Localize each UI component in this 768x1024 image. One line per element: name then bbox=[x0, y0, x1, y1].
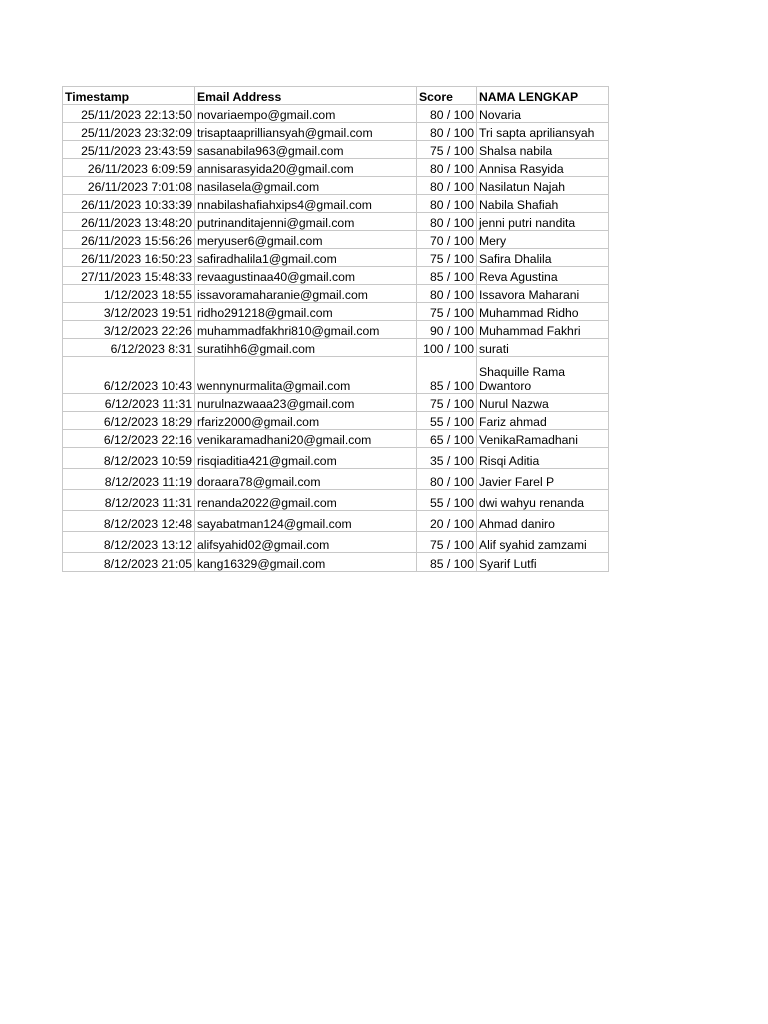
cell-timestamp: 3/12/2023 22:26 bbox=[63, 321, 195, 339]
cell-timestamp: 26/11/2023 6:09:59 bbox=[63, 159, 195, 177]
cell-score: 80 / 100 bbox=[417, 195, 477, 213]
header-row bbox=[63, 87, 609, 105]
cell-email: nnabilashafiahxips4@gmail.com bbox=[195, 195, 417, 213]
cell-email: sasanabila963@gmail.com bbox=[195, 141, 417, 159]
cell-email: venikaramadhani20@gmail.com bbox=[195, 430, 417, 448]
cell-timestamp: 8/12/2023 21:05 bbox=[63, 553, 195, 572]
cell-timestamp: 26/11/2023 10:33:39 bbox=[63, 195, 195, 213]
cell-timestamp: 8/12/2023 12:48 bbox=[63, 511, 195, 532]
table-row bbox=[63, 490, 609, 511]
cell-email: kang16329@gmail.com bbox=[195, 553, 417, 572]
cell-name: Safira Dhalila bbox=[477, 249, 609, 267]
cell-score: 80 / 100 bbox=[417, 159, 477, 177]
table-row bbox=[63, 141, 609, 159]
table-row bbox=[63, 357, 609, 394]
cell-timestamp: 25/11/2023 23:43:59 bbox=[63, 141, 195, 159]
table-row bbox=[63, 123, 609, 141]
cell-email: nurulnazwaaa23@gmail.com bbox=[195, 394, 417, 412]
cell-score: 85 / 100 bbox=[417, 267, 477, 285]
cell-timestamp: 8/12/2023 13:12 bbox=[63, 532, 195, 553]
cell-score: 35 / 100 bbox=[417, 448, 477, 469]
cell-name: Syarif Lutfi bbox=[477, 553, 609, 572]
cell-name: dwi wahyu renanda bbox=[477, 490, 609, 511]
cell-email: safiradhalila1@gmail.com bbox=[195, 249, 417, 267]
cell-name: VenikaRamadhani bbox=[477, 430, 609, 448]
table-row bbox=[63, 339, 609, 357]
cell-email: annisarasyida20@gmail.com bbox=[195, 159, 417, 177]
cell-score: 90 / 100 bbox=[417, 321, 477, 339]
cell-timestamp: 8/12/2023 11:31 bbox=[63, 490, 195, 511]
cell-score: 70 / 100 bbox=[417, 231, 477, 249]
cell-email: novariaempo@gmail.com bbox=[195, 105, 417, 123]
cell-score: 80 / 100 bbox=[417, 213, 477, 231]
cell-score: 20 / 100 bbox=[417, 511, 477, 532]
cell-score: 55 / 100 bbox=[417, 490, 477, 511]
header-score: Score bbox=[417, 87, 477, 105]
table-row bbox=[63, 303, 609, 321]
table-row bbox=[63, 430, 609, 448]
cell-timestamp: 6/12/2023 8:31 bbox=[63, 339, 195, 357]
cell-timestamp: 25/11/2023 23:32:09 bbox=[63, 123, 195, 141]
cell-timestamp: 6/12/2023 10:43 bbox=[63, 357, 195, 394]
cell-name: Shalsa nabila bbox=[477, 141, 609, 159]
cell-email: issavoramaharanie@gmail.com bbox=[195, 285, 417, 303]
cell-timestamp: 26/11/2023 7:01:08 bbox=[63, 177, 195, 195]
table-row bbox=[63, 394, 609, 412]
cell-score: 75 / 100 bbox=[417, 141, 477, 159]
cell-score: 85 / 100 bbox=[417, 553, 477, 572]
table-row bbox=[63, 267, 609, 285]
table-row bbox=[63, 469, 609, 490]
header-email: Email Address bbox=[195, 87, 417, 105]
cell-name: Javier Farel P bbox=[477, 469, 609, 490]
cell-score: 80 / 100 bbox=[417, 285, 477, 303]
cell-email: ridho291218@gmail.com bbox=[195, 303, 417, 321]
cell-email: nasilasela@gmail.com bbox=[195, 177, 417, 195]
cell-email: risqiaditia421@gmail.com bbox=[195, 448, 417, 469]
cell-email: suratihh6@gmail.com bbox=[195, 339, 417, 357]
cell-score: 85 / 100 bbox=[417, 357, 477, 394]
cell-timestamp: 3/12/2023 19:51 bbox=[63, 303, 195, 321]
table-row bbox=[63, 553, 609, 572]
cell-email: muhammadfakhri810@gmail.com bbox=[195, 321, 417, 339]
cell-email: alifsyahid02@gmail.com bbox=[195, 532, 417, 553]
cell-name: Reva Agustina bbox=[477, 267, 609, 285]
cell-name: Ahmad daniro bbox=[477, 511, 609, 532]
cell-name: Annisa Rasyida bbox=[477, 159, 609, 177]
cell-score: 100 / 100 bbox=[417, 339, 477, 357]
table-row bbox=[63, 321, 609, 339]
table-row bbox=[63, 532, 609, 553]
cell-name: surati bbox=[477, 339, 609, 357]
cell-email: revaagustinaa40@gmail.com bbox=[195, 267, 417, 285]
cell-timestamp: 6/12/2023 18:29 bbox=[63, 412, 195, 430]
cell-name: Issavora Maharani bbox=[477, 285, 609, 303]
cell-name: Mery bbox=[477, 231, 609, 249]
cell-name: Alif syahid zamzami bbox=[477, 532, 609, 553]
table-row bbox=[63, 231, 609, 249]
cell-score: 75 / 100 bbox=[417, 532, 477, 553]
cell-email: renanda2022@gmail.com bbox=[195, 490, 417, 511]
cell-name: jenni putri nandita bbox=[477, 213, 609, 231]
cell-name: Risqi Aditia bbox=[477, 448, 609, 469]
cell-timestamp: 6/12/2023 22:16 bbox=[63, 430, 195, 448]
cell-timestamp: 26/11/2023 16:50:23 bbox=[63, 249, 195, 267]
cell-timestamp: 1/12/2023 18:55 bbox=[63, 285, 195, 303]
cell-email: doraara78@gmail.com bbox=[195, 469, 417, 490]
table-row bbox=[63, 159, 609, 177]
header-name: NAMA LENGKAP bbox=[477, 87, 609, 105]
cell-name: Nasilatun Najah bbox=[477, 177, 609, 195]
table-row bbox=[63, 412, 609, 430]
cell-timestamp: 8/12/2023 10:59 bbox=[63, 448, 195, 469]
table-row bbox=[63, 177, 609, 195]
cell-name: Muhammad Ridho bbox=[477, 303, 609, 321]
cell-name: Shaquille Rama Dwantoro bbox=[477, 357, 609, 394]
table-row bbox=[63, 511, 609, 532]
cell-name: Muhammad Fakhri bbox=[477, 321, 609, 339]
cell-email: sayabatman124@gmail.com bbox=[195, 511, 417, 532]
cell-email: trisaptaaprilliansyah@gmail.com bbox=[195, 123, 417, 141]
header-timestamp: Timestamp bbox=[63, 87, 195, 105]
cell-score: 75 / 100 bbox=[417, 303, 477, 321]
cell-timestamp: 26/11/2023 15:56:26 bbox=[63, 231, 195, 249]
cell-timestamp: 25/11/2023 22:13:50 bbox=[63, 105, 195, 123]
table-row bbox=[63, 249, 609, 267]
cell-score: 80 / 100 bbox=[417, 123, 477, 141]
cell-score: 80 / 100 bbox=[417, 469, 477, 490]
table-row bbox=[63, 448, 609, 469]
cell-name: Tri sapta apriliansyah bbox=[477, 123, 609, 141]
table-row bbox=[63, 285, 609, 303]
cell-name: Fariz ahmad bbox=[477, 412, 609, 430]
cell-email: rfariz2000@gmail.com bbox=[195, 412, 417, 430]
responses-table bbox=[62, 86, 609, 572]
cell-name: Novaria bbox=[477, 105, 609, 123]
cell-name: Nurul Nazwa bbox=[477, 394, 609, 412]
cell-email: meryuser6@gmail.com bbox=[195, 231, 417, 249]
cell-score: 55 / 100 bbox=[417, 412, 477, 430]
cell-email: putrinanditajenni@gmail.com bbox=[195, 213, 417, 231]
table-row bbox=[63, 213, 609, 231]
cell-timestamp: 26/11/2023 13:48:20 bbox=[63, 213, 195, 231]
cell-timestamp: 6/12/2023 11:31 bbox=[63, 394, 195, 412]
table-row bbox=[63, 195, 609, 213]
cell-score: 80 / 100 bbox=[417, 177, 477, 195]
cell-score: 75 / 100 bbox=[417, 394, 477, 412]
cell-score: 80 / 100 bbox=[417, 105, 477, 123]
cell-email: wennynurmalita@gmail.com bbox=[195, 357, 417, 394]
cell-score: 75 / 100 bbox=[417, 249, 477, 267]
cell-timestamp: 27/11/2023 15:48:33 bbox=[63, 267, 195, 285]
cell-score: 65 / 100 bbox=[417, 430, 477, 448]
cell-name: Nabila Shafiah bbox=[477, 195, 609, 213]
cell-timestamp: 8/12/2023 11:19 bbox=[63, 469, 195, 490]
table-row bbox=[63, 105, 609, 123]
